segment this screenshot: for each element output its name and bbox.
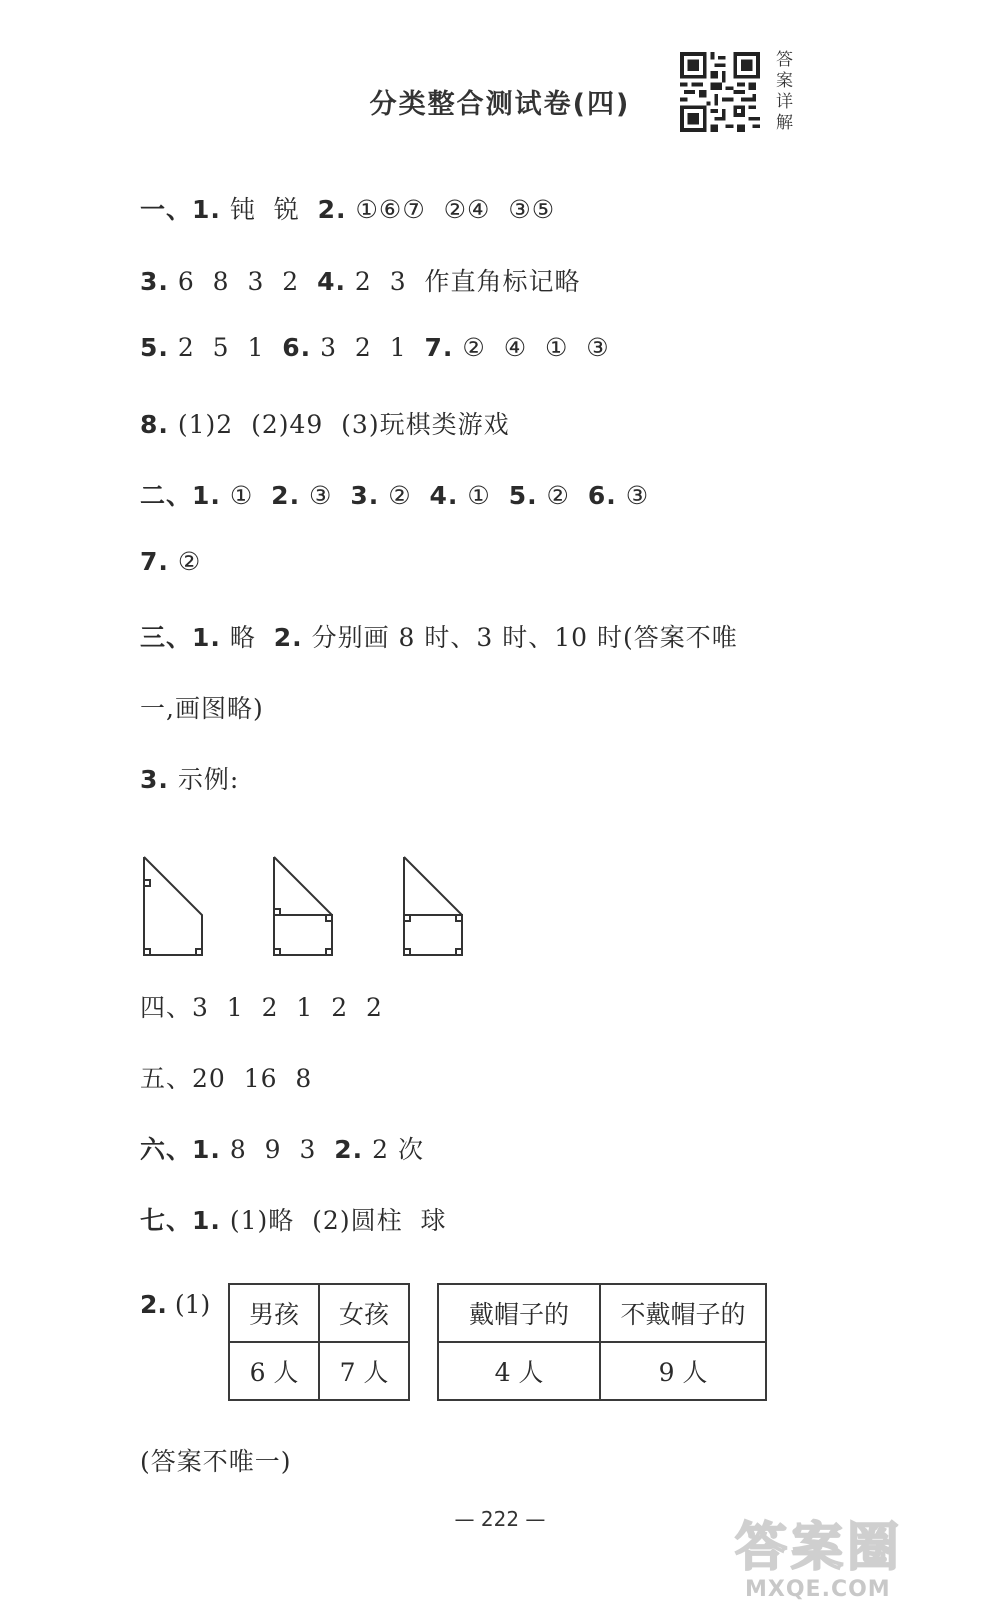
answer-line-1: 一、1. 钝 锐 2. ①⑥⑦ ②④ ③⑤ <box>140 195 556 224</box>
answer-line-3: 5. 2 5 1 6. 3 2 1 7. ② ④ ① ③ <box>140 333 610 362</box>
qr-code <box>680 52 760 132</box>
answer-line-8: 一,画图略) <box>140 694 264 723</box>
gender-table <box>228 1283 410 1401</box>
watermark <box>735 1505 990 1615</box>
table-cell: 4 人 <box>438 1342 600 1400</box>
hat-table <box>437 1283 767 1401</box>
page-number: — 222 — <box>454 1507 546 1531</box>
example-figures <box>140 855 480 960</box>
table-cell: 戴帽子的 <box>438 1284 600 1342</box>
answer-line-10: 四、3 1 2 1 2 2 <box>140 993 383 1022</box>
answer-line-7: 三、1. 略 2. 分别画 8 时、3 时、10 时(答案不唯 <box>140 623 738 652</box>
figure-1 <box>144 857 202 955</box>
page-title: 分类整合测试卷(四) <box>369 89 631 120</box>
answer-line-11: 五、20 16 8 <box>140 1064 313 1093</box>
answer-line-9: 3. 示例: <box>140 765 240 794</box>
question-2-label: 2. (1) <box>140 1290 211 1319</box>
answer-line-13: 七、1. (1)略 (2)圆柱 球 <box>140 1206 447 1235</box>
figure-2 <box>274 857 332 955</box>
answer-line-12: 六、1. 8 9 3 2. 2 次 <box>140 1135 424 1164</box>
table-cell: 7 人 <box>319 1342 409 1400</box>
qr-label: 答案详解 <box>776 50 793 133</box>
watermark-logo: 答案圈 <box>735 1518 904 1578</box>
answer-line-5: 二、1. ① 2. ③ 3. ② 4. ① 5. ② 6. ③ <box>140 481 650 510</box>
table-cell: 9 人 <box>600 1342 766 1400</box>
figure-3 <box>404 857 462 955</box>
answer-line-2: 3. 6 8 3 2 4. 2 3 作直角标记略 <box>140 267 581 296</box>
watermark-url: MXQE.COM <box>745 1577 891 1602</box>
table-cell: 男孩 <box>229 1284 319 1342</box>
table-cell: 女孩 <box>319 1284 409 1342</box>
answer-line-4: 8. (1)2 (2)49 (3)玩棋类游戏 <box>140 410 510 439</box>
table-cell: 6 人 <box>229 1342 319 1400</box>
answer-line-6: 7. ② <box>140 547 202 576</box>
answer-note: (答案不唯一) <box>140 1447 292 1476</box>
table-cell: 不戴帽子的 <box>600 1284 766 1342</box>
